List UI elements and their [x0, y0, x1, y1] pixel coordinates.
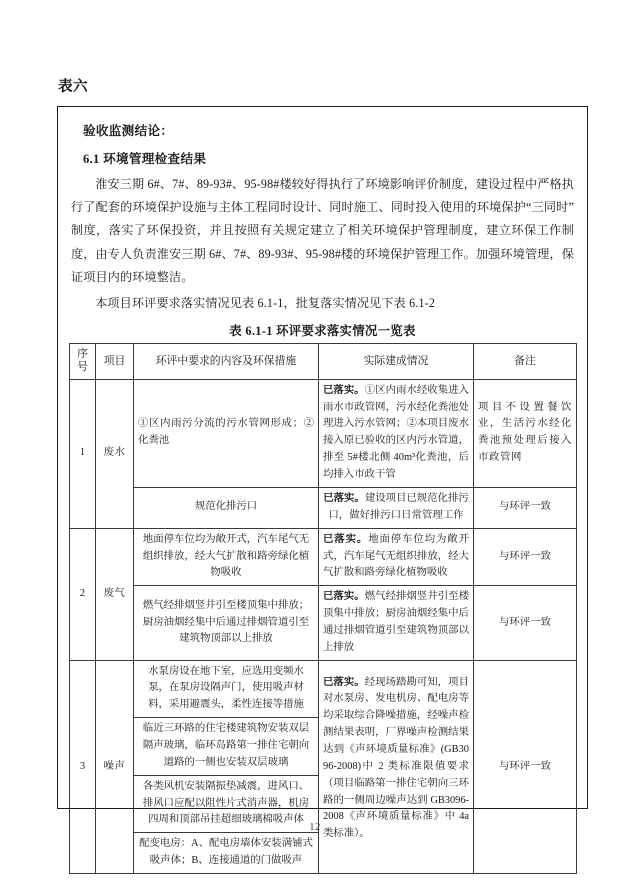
cell-note-2-2: 与环评一致 — [474, 586, 577, 660]
conclusion-heading: 验收监测结论： — [83, 124, 174, 138]
table-row — [70, 586, 577, 660]
cell-requirement-1-1: ①区内雨污分流的污水管网形成；②化粪池 — [134, 379, 319, 487]
cell-note-1-2: 与环评一致 — [474, 487, 577, 528]
status-done: 已落实。 — [323, 591, 365, 603]
table-header-row — [70, 344, 577, 379]
paragraph-table-reference: 本项目环评要求落实情况见表 6.1-1，批复落实情况见下表 6.1-2 — [95, 296, 436, 311]
cell-note-2-1: 与环评一致 — [474, 528, 577, 586]
cell-actual-3 — [319, 660, 474, 874]
cell-requirement-2-2: 燃气经排烟竖井引至楼顶集中排放；厨房油烟经集中后通过排烟管道引至建筑物顶部以上排放 — [134, 586, 319, 660]
section-heading: 6.1 环境管理检查结果 — [83, 152, 207, 166]
cell-requirement-3-3: 各类风机安装隔振垫减震，进风口、排风口应配以阻性片式消声器，机房四周和顶部吊挂超细玻璃棉吸声体 — [134, 775, 319, 833]
sheet-label: 表六 — [58, 79, 88, 95]
table-row — [70, 528, 577, 586]
cell-no-2: 2 — [70, 528, 96, 660]
cell-item-3: 噪声 — [96, 660, 134, 874]
status-done: 已落实。 — [323, 492, 365, 504]
header-actual: 实际建成情况 — [319, 344, 474, 379]
header-note: 备注 — [474, 344, 577, 379]
status-done: 已落实。 — [323, 676, 365, 688]
form-frame — [57, 106, 588, 867]
cell-actual-1-2 — [319, 487, 474, 528]
header-no — [70, 344, 96, 379]
cell-requirement-3-2: 临近三环路的住宅楼建筑物安装双层隔声玻璃，临环岛路第一排住宅朝向道路的一侧也安装双层玻璃 — [134, 718, 319, 776]
status-done: 已落实。 — [323, 384, 365, 396]
cell-actual-text: 经现场踏勘可知，项目对水泵房、发电机房、配电房等均采取综合降噪措施，经噪声检测结果表明，厂界噪声检测结果达到《声环境质量标准》(GB3096-2008)中 2 类标准限值要求（项目临路第一排住宅朝向三环路的一侧周边噪声达到 GB3096-2008《声环境质量标准》中 4a 类标准）。 — [323, 676, 470, 840]
cell-no-1: 1 — [70, 379, 96, 528]
cell-actual-text: ①区内雨水经收集进入雨水市政管网，污水经化粪池处理进入污水管网；②本项目废水接入原已验收的区内污水管道，排至 5#楼北侧 40m³化粪池，后均排入市政干管 — [323, 384, 470, 480]
status-done: 已落实。 — [323, 533, 369, 545]
table-row — [70, 487, 577, 528]
cell-requirement-3-4: 配变电房：A、配电房墙体安装满铺式吸声体；B、连接通道的门做吸声 — [134, 833, 319, 874]
header-item: 项目 — [96, 344, 134, 379]
cell-actual-2-2 — [319, 586, 474, 660]
header-requirement: 环评中要求的内容及环保措施 — [134, 344, 319, 379]
cell-item-2: 废气 — [96, 528, 134, 660]
cell-requirement-3-1: 水泵房设在地下室，应选用变频水泵，在泵房设隔声门，使用吸声材料，采用避震头，柔性连接等措施 — [134, 660, 319, 718]
table-row — [70, 379, 577, 487]
cell-item-1: 废水 — [96, 379, 134, 528]
table-caption: 表 6.1-1 环评要求落实情况一览表 — [229, 324, 416, 339]
cell-note-3: 与环评一致 — [474, 660, 577, 874]
cell-no-3: 3 — [70, 660, 96, 874]
cell-requirement-1-2: 规范化排污口 — [134, 487, 319, 528]
cell-actual-2-1 — [319, 528, 474, 586]
cell-actual-text: 燃气经排烟竖井引至楼顶集中排放；厨房油烟经集中后通过排烟管道引至建筑物顶部以上排放 — [323, 591, 470, 653]
cell-note-1-1: 项目不设置餐饮业，生活污水经化粪池预处理后接入市政管网 — [474, 379, 577, 487]
paragraph-environment-management: 淮安三期 6#、7#、89-93#、95-98#楼较好得执行了环境影响评价制度，建设过程中严格执行了配套的环境保护设施与主体工程同时设计、同时施工、同时投入使用的环境保护“三同时”制度，落实了环保投资，并且按照有关规定建立了相关环境保护管理制度，建立环保工作制度，由专人负责淮安三期 6#、7#、89-93#、95-98#楼的环境保护管理工作。加强环境管理，保证项目内的环境整洁。 — [71, 177, 574, 284]
header-no-line1: 序 — [77, 348, 88, 361]
table-row — [70, 660, 577, 718]
page-number: 12 — [309, 822, 321, 833]
cell-actual-1-1 — [319, 379, 474, 487]
cell-actual-text: 建设项目已规范化排污口，做好排污口日常管理工作 — [328, 492, 469, 521]
header-no-line2: 号 — [77, 361, 88, 374]
cell-actual-text: 地面停车位均为敞开式，汽车尾气无组织排放，经大气扩散和路旁绿化植物吸收 — [323, 533, 469, 579]
eia-requirements-table — [69, 343, 577, 874]
cell-requirement-2-1: 地面停车位均为敞开式，汽车尾气无组织排放，经大气扩散和路旁绿化植物吸收 — [134, 528, 319, 586]
